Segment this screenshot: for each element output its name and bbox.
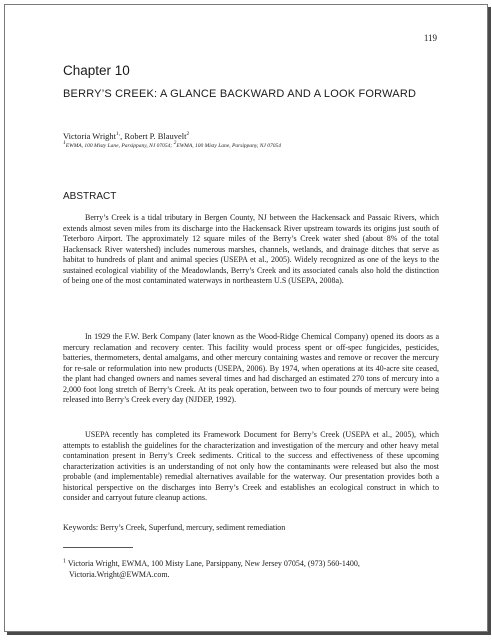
affiliation-text: EWMA, 100 Misty Lane, Parsippany, NJ 07054; xyxy=(65,143,174,149)
affiliation-line xyxy=(63,140,282,149)
author-line xyxy=(63,131,189,141)
paper-title: BERRY’S CREEK: A GLANCE BACKWARD AND A LOOK FORWARD xyxy=(63,88,417,100)
affiliation-mark: 2 xyxy=(173,140,177,147)
footnote-email: Victoria.Wright@EWMA.com. xyxy=(69,569,170,579)
abstract-heading: ABSTRACT xyxy=(63,191,117,202)
affiliation-text: EWMA, 100 Misty Lane, Parsippany, NJ 07054 xyxy=(176,143,282,149)
author-affiliation-mark: 1, xyxy=(116,131,121,138)
footnote-divider xyxy=(63,547,133,548)
author-affiliation-mark: 2 xyxy=(186,131,190,138)
page-number: 119 xyxy=(423,33,437,43)
author-name: Robert P. Blauvelt xyxy=(124,131,187,141)
footnote-text: Victoria Wright, EWMA, 100 Misty Lane, Parsippany, New Jersey 07054, (973) 560-1400, xyxy=(67,559,360,568)
document-page xyxy=(4,4,488,632)
abstract-paragraph: USEPA recently has completed its Framework Document for Berry’s Creek (USEPA et al., 2005), which attempts to establish the guidelines for the characterization and investigation of the mercury and other heavy metal contamination present in Berry’s Creek sediments. Critical to the success and effectiveness of these upcoming characterization activities is an understanding of not only how the contaminants were released but also the most probable (and implementable) remedial alternatives available for the waterway. Our presentation provides both a historical perspective on the discharges into Berry’s Creek and establishes an ecological construct in which to consider and carryout future cleanup actions. xyxy=(63,430,439,503)
abstract-paragraph: In 1929 the F.W. Berk Company (later known as the Wood-Ridge Chemical Company) opened its doors as a mercury reclamation and recovery center. This facility would process spent or off-spec fungicides, pesticides, batteries, thermometers, dental amalgams, and other mercury containing wastes and remove or recover the mercury for re-sale or reformulation into new products (USEPA, 2006). By 1974, when operations at its 40-acre site ceased, the plant had changed owners and names several times and had discharged an estimated 270 tons of mercury into a 2,000 foot long stretch of Berry’s Creek. At its peak operation, between two to four pounds of mercury were being released into Berry’s Creek every day (NJDEP, 1992). xyxy=(63,332,439,405)
author-name: Victoria Wright xyxy=(63,131,117,141)
abstract-paragraph: Berry’s Creek is a tidal tributary in Bergen County, NJ between the Hackensack and Passaic Rivers, which extends almost seven miles from its discharge into the Hackensack River upstream towards its origins just south of Teterboro Airport. The approximately 12 square miles of the Berry’s Creek water shed (about 8% of the total Hackensack River watershed) includes numerous marshes, channels, wetlands, and drainage ditches that serve as habitat to hundreds of plant and animal species (USEPA et al., 2005). Widely recognized as one of the keys to the sustained ecological viability of the Meadowlands, Berry’s Creek and its associated canals also hold the distinction of being one of the most contaminated waterways in northeastern U.S (USEPA, 2008a). xyxy=(63,213,439,286)
affiliation-mark: 1 xyxy=(63,140,66,147)
author-separator: , xyxy=(120,131,125,141)
keywords-line: Keywords: Berry’s Creek, Superfund, mercury, sediment remediation xyxy=(63,523,286,532)
chapter-label: Chapter 10 xyxy=(63,63,130,78)
footnote-mark: 1 xyxy=(63,558,66,565)
footnote xyxy=(63,559,441,580)
